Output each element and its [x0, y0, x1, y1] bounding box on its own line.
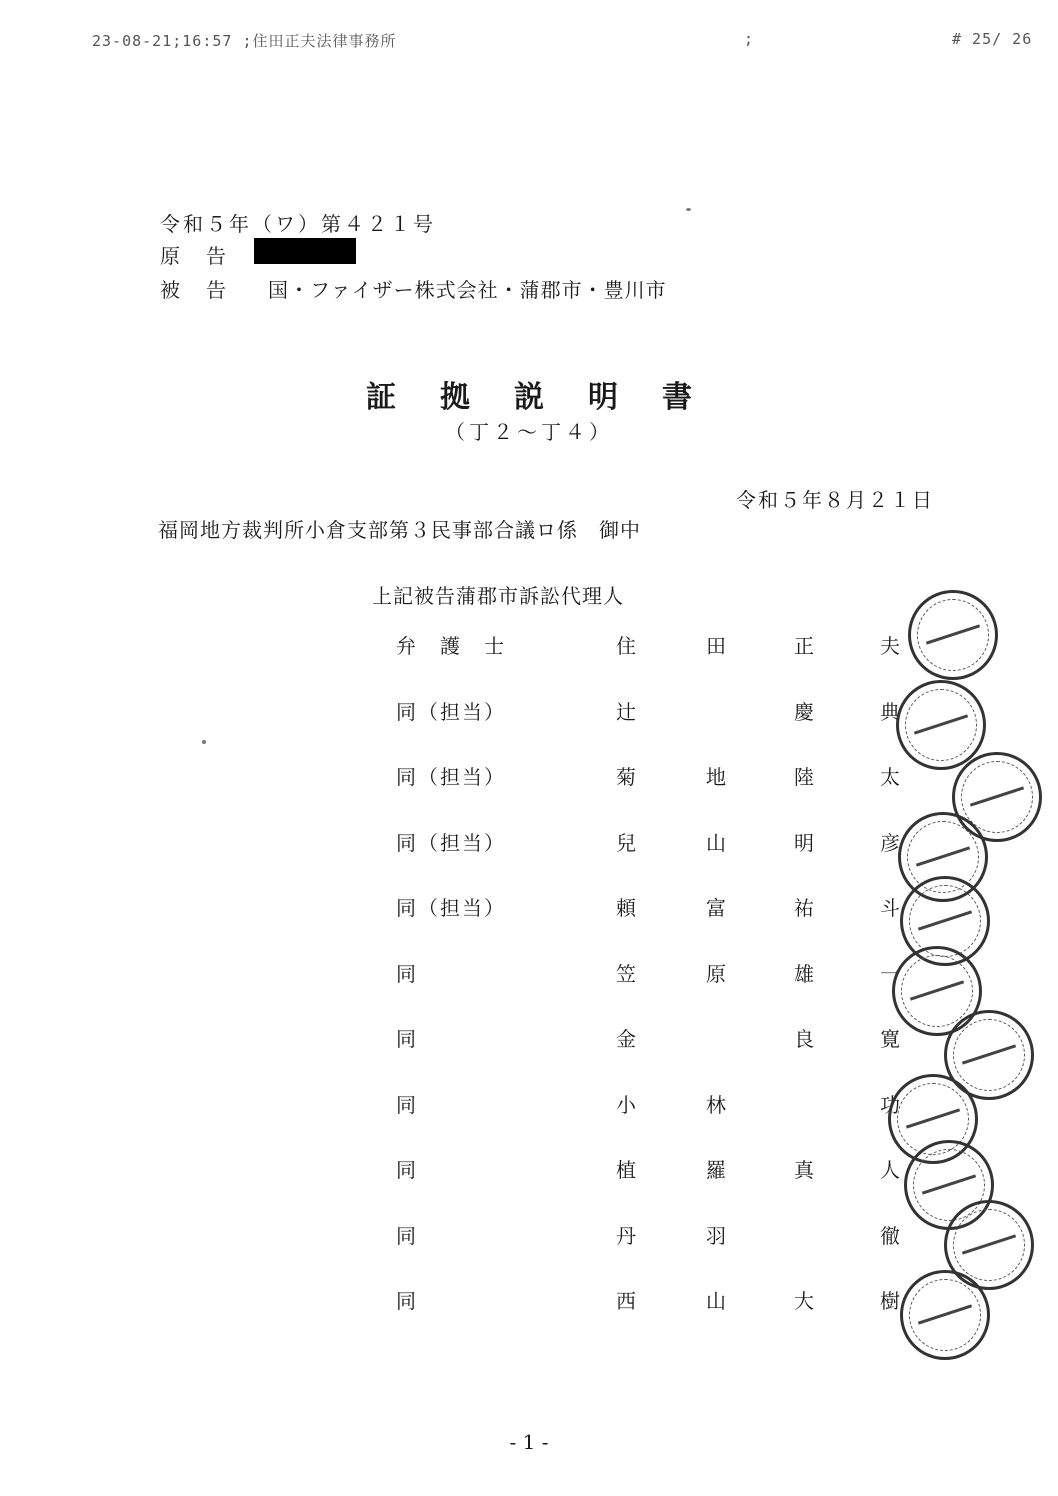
seal-stamp	[900, 1270, 990, 1360]
plaintiff-label: 原 告	[160, 244, 229, 268]
attorney-name-char: 徹	[880, 1223, 900, 1248]
attorney-role: 同	[396, 1027, 418, 1051]
attorney-row	[0, 1220, 1058, 1250]
attorney-role: 同（担当）	[396, 765, 506, 789]
attorney-name-char: 真	[794, 1158, 814, 1182]
attorney-name-char: 菊	[616, 765, 636, 789]
fax-header-mid: ;	[744, 30, 755, 48]
attorney-role: 同（担当）	[396, 896, 506, 920]
scan-speck	[202, 740, 206, 744]
attorney-name-char: 山	[706, 1289, 726, 1313]
attorney-name-char: 人	[880, 1158, 900, 1182]
attorney-name-char: 慶	[794, 699, 814, 724]
attorney-name-char: 西	[616, 1289, 636, 1313]
attorney-name-char: 雄	[794, 961, 814, 986]
attorney-name-char: 笠	[616, 961, 636, 986]
attorney-name-char: 住	[616, 634, 636, 658]
attorney-row	[0, 1154, 1058, 1184]
attorney-name-char: 夫	[880, 634, 900, 658]
attorney-name-char: 金	[616, 1027, 636, 1051]
attorney-name-char: 林	[706, 1092, 726, 1117]
attorney-name-char: 小	[616, 1092, 636, 1117]
attorney-name-char: 山	[706, 830, 726, 855]
attorney-name-char: 兒	[616, 830, 636, 855]
attorney-name-char: 祐	[794, 896, 814, 920]
document-subtitle: （丁２～丁４）	[445, 420, 613, 444]
attorney-role: 同	[396, 1092, 418, 1117]
attorney-name-char: 辻	[616, 699, 636, 724]
attorney-name-char: 羽	[706, 1223, 726, 1248]
attorney-name-char: 斗	[880, 896, 900, 920]
court-addressee: 福岡地方裁判所小倉支部第３民事部合議ロ係 御中	[158, 518, 641, 542]
defendant-label: 被 告	[160, 278, 229, 302]
attorney-row	[0, 1023, 1058, 1053]
seal-stamp	[896, 680, 986, 770]
attorney-name-char: 功	[880, 1092, 900, 1117]
document-title: 証拠説明書	[366, 380, 736, 415]
attorney-name-char: 丹	[616, 1223, 636, 1248]
attorney-name-char: 羅	[706, 1158, 726, 1182]
attorney-row	[0, 761, 1058, 791]
attorney-role: 同（担当）	[396, 699, 506, 724]
attorney-name-char: 彦	[880, 830, 900, 855]
attorney-role: 同	[396, 961, 418, 986]
attorney-row	[0, 630, 1058, 660]
attorney-role: 同	[396, 1158, 418, 1182]
attorney-role: 弁 護 士	[396, 634, 506, 658]
attorney-name-char: 明	[794, 830, 814, 855]
document-date: 令和５年８月２１日	[736, 488, 934, 512]
fax-header-left: 23-08-21;16:57 ;住田正夫法律事務所	[92, 32, 397, 50]
attorney-name-char: 樹	[880, 1289, 900, 1313]
attorney-name-char: 大	[794, 1289, 814, 1313]
attorney-name-char: 良	[794, 1027, 814, 1051]
attorney-name-char: 原	[706, 961, 726, 986]
attorney-role: 同	[396, 1223, 418, 1248]
fax-header-page: # 25/ 26	[952, 30, 1033, 48]
attorney-name-char: 一	[880, 961, 900, 986]
attorney-role: 同	[396, 1289, 418, 1313]
attorney-name-char: 富	[706, 896, 726, 920]
attorney-role: 同（担当）	[396, 830, 506, 855]
case-number: 令和５年（ワ）第４２１号	[160, 212, 436, 236]
attorney-name-char: 田	[706, 634, 726, 658]
seal-stamp	[908, 590, 998, 680]
attorney-name-char: 地	[706, 765, 726, 789]
scan-speck	[686, 208, 691, 211]
attorney-name-char: 太	[880, 765, 900, 789]
attorney-name-char: 植	[616, 1158, 636, 1182]
redaction-box	[254, 238, 356, 264]
defendants: 国・ファイザー株式会社・蒲郡市・豊川市	[268, 278, 667, 302]
attorney-name-char: 正	[794, 634, 814, 658]
attorney-name-char: 陸	[794, 765, 814, 789]
attorney-name-char: 典	[880, 699, 900, 724]
attorney-name-char: 頼	[616, 896, 636, 920]
page-number: - 1 -	[509, 1430, 549, 1454]
agent-heading: 上記被告蒲郡市訴訟代理人	[372, 584, 624, 608]
attorney-name-char: 寛	[880, 1027, 900, 1051]
